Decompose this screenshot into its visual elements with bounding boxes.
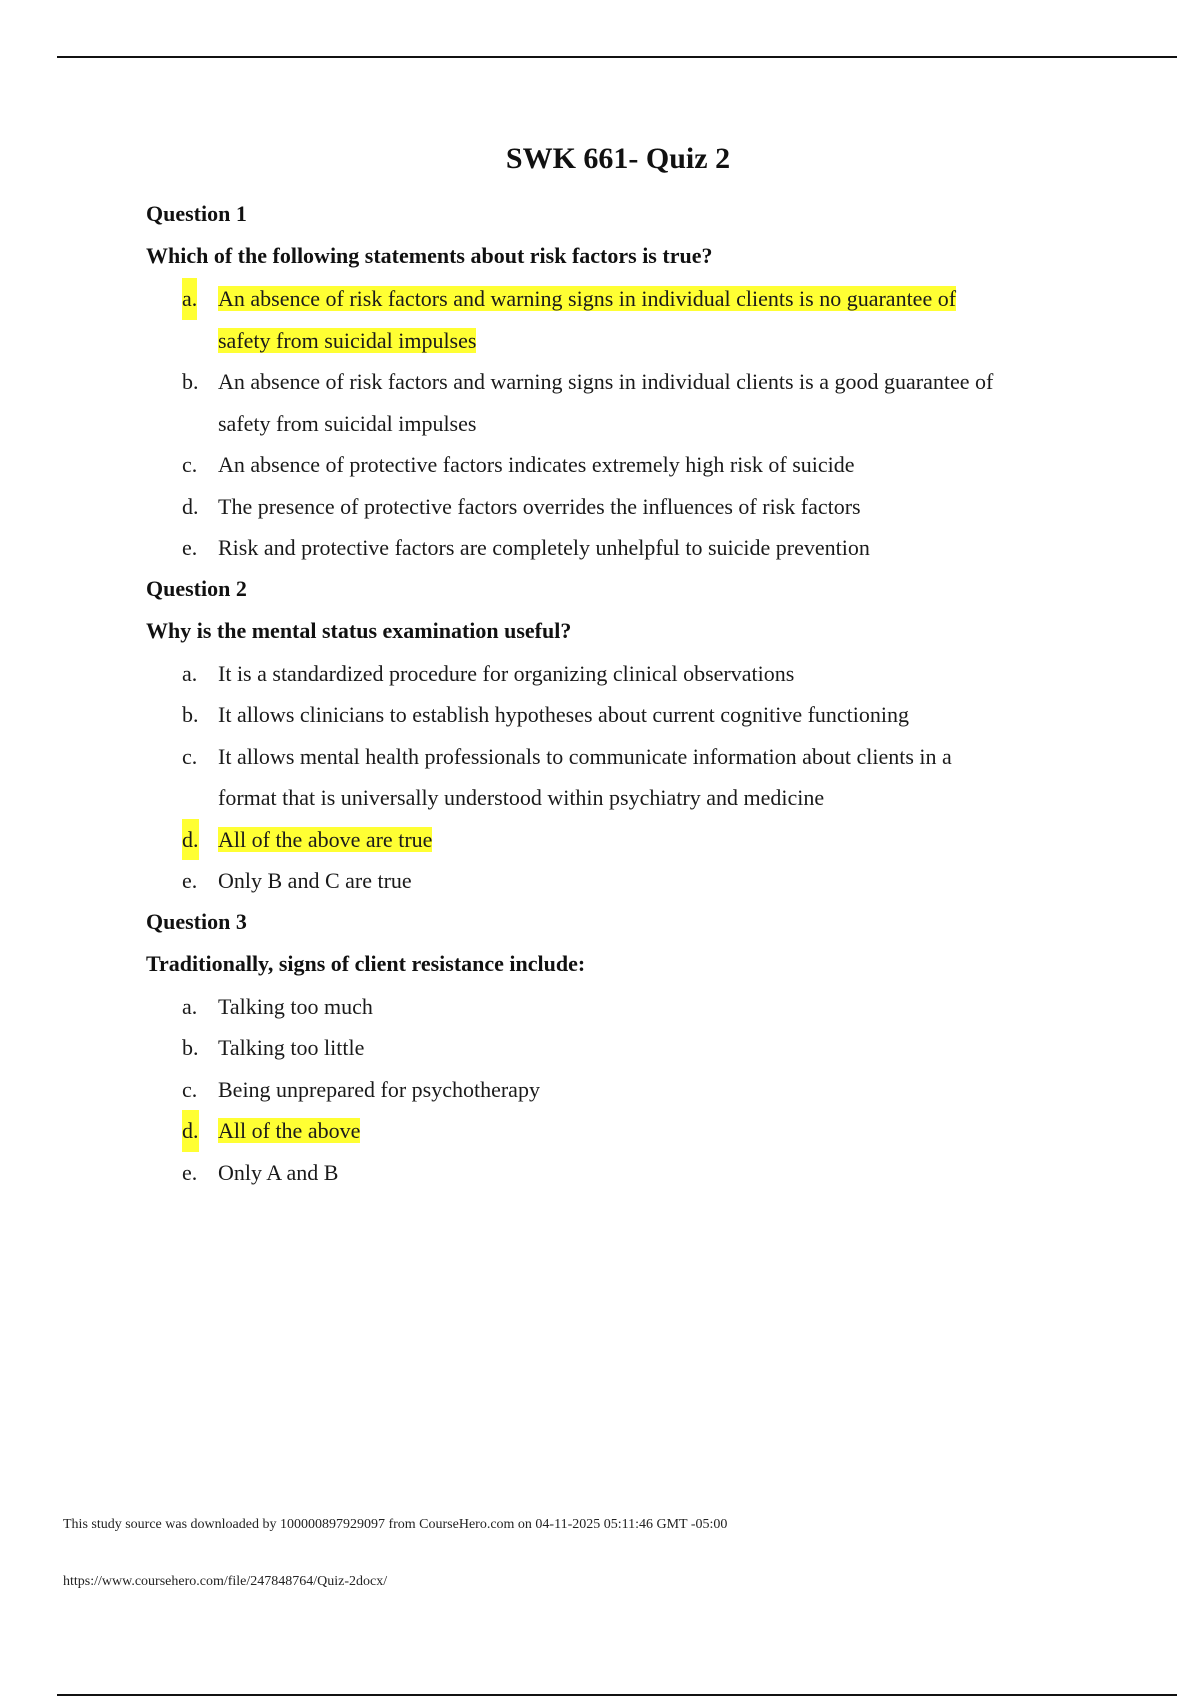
option-letter: b. (182, 369, 199, 394)
option-text: Only B and C are true (218, 868, 412, 893)
option-list (146, 278, 1106, 569)
option-letter: c. (182, 743, 198, 769)
option-b (146, 694, 1106, 736)
question-text: Which of the following statements about risk factors is true? (146, 243, 713, 268)
option-letter: e. (182, 1159, 198, 1185)
option-text: An absence of protective factors indicates extremely high risk of suicide (218, 452, 855, 477)
option-letter: c. (182, 452, 198, 477)
option-c (146, 1069, 1106, 1111)
option-b (146, 1027, 1106, 1069)
question-1 (146, 194, 1106, 569)
question-label: Question 2 (146, 575, 247, 601)
question-label: Question 3 (146, 908, 247, 934)
option-letter: d. (182, 1110, 199, 1152)
option-text: It allows clinicians to establish hypotheses about current cognitive functioning (218, 702, 910, 727)
quiz-body (146, 194, 1106, 1193)
option-d (146, 486, 1106, 528)
option-text: It is a standardized procedure for organizing clinical observations (218, 660, 795, 686)
option-e (146, 860, 1106, 902)
option-text: Risk and protective factors are completely unhelpful to suicide prevention (218, 535, 870, 560)
option-text: Being unprepared for psychotherapy (218, 1076, 540, 1102)
option-a (146, 653, 1106, 695)
option-text: All of the above are true (218, 826, 433, 852)
option-letter: a. (182, 660, 198, 686)
option-letter: b. (182, 1035, 199, 1060)
option-letter: b. (182, 702, 199, 727)
option-text: Talking too little (218, 1035, 365, 1060)
question-2 (146, 569, 1106, 902)
option-letter: d. (182, 819, 199, 861)
option-text-continued: safety from suicidal impulses (218, 410, 477, 436)
option-letter: e. (182, 868, 198, 893)
option-list (146, 653, 1106, 902)
option-text: An absence of risk factors and warning signs in individual clients is no guarantee of (218, 286, 957, 311)
option-a (146, 986, 1106, 1028)
top-rule (57, 56, 1177, 58)
question-label: Question 1 (146, 201, 247, 226)
question-text: Why is the mental status examination useful? (146, 617, 572, 643)
option-text-continued: safety from suicidal impulses (218, 327, 477, 353)
option-text: Talking too much (218, 993, 373, 1019)
option-text: The presence of protective factors overrides the influences of risk factors (218, 493, 861, 519)
option-list (146, 986, 1106, 1194)
option-text-continued: format that is universally understood within psychiatry and medicine (218, 785, 825, 810)
option-c (146, 736, 1106, 819)
option-text: All of the above (218, 1118, 361, 1143)
question-3 (146, 902, 1106, 1194)
option-letter: a. (182, 278, 197, 320)
option-e (146, 527, 1106, 569)
bottom-rule (57, 1694, 1177, 1696)
question-text: Traditionally, signs of client resistance include: (146, 950, 586, 976)
option-a (146, 278, 1106, 361)
option-c (146, 444, 1106, 486)
option-letter: a. (182, 993, 198, 1019)
download-source-note: This study source was downloaded by 100000897929097 from CourseHero.com on 04-11-2025 05:11:46 GMT -05:00 (63, 1517, 728, 1532)
option-letter: e. (182, 535, 198, 560)
source-url[interactable]: https://www.coursehero.com/file/247848764/Quiz-2docx/ (63, 1574, 388, 1589)
option-b (146, 361, 1106, 444)
option-text: Only A and B (218, 1159, 339, 1185)
option-d (146, 1110, 1106, 1152)
option-e (146, 1152, 1106, 1194)
option-letter: c. (182, 1076, 198, 1102)
option-letter: d. (182, 493, 199, 519)
option-text: An absence of risk factors and warning signs in individual clients is a good guarantee of (218, 369, 994, 394)
option-d (146, 819, 1106, 861)
option-text: It allows mental health professionals to communicate information about clients in a (218, 743, 952, 769)
document-title: SWK 661- Quiz 2 (505, 142, 731, 175)
